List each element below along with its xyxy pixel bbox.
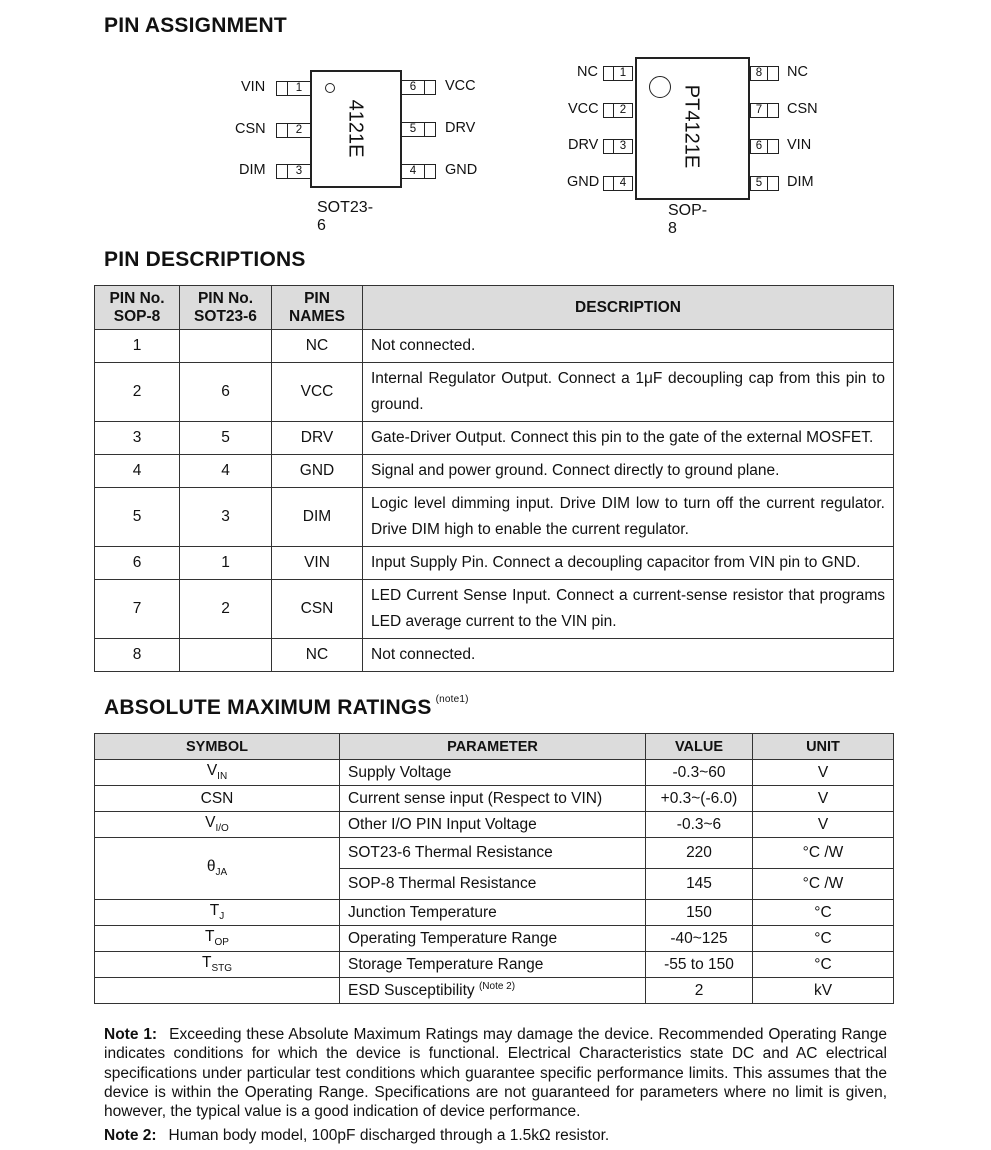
cell-description: Internal Regulator Output. Connect a 1μF decoupling cap from this pin to ground.	[363, 363, 894, 422]
sop-8-caption: SOP-8	[668, 202, 708, 237]
table-row	[95, 900, 894, 926]
pin-number: 2	[613, 103, 633, 118]
table-row	[95, 330, 894, 363]
cell-name: CSN	[272, 580, 363, 639]
table-header-row	[95, 734, 894, 760]
cell-unit: °C	[753, 952, 894, 978]
cell-symbol: $T_{STG}$	[95, 952, 340, 978]
col-header-sot: PIN No. SOT23-6	[180, 286, 272, 330]
col-header-unit: UNIT	[753, 734, 894, 760]
cell-symbol: $\theta_{JA}$	[95, 838, 340, 900]
cell-description: Not connected.	[363, 639, 894, 672]
cell-value: -0.3~6	[646, 812, 753, 838]
cell-parameter: Current sense input (Respect to VIN)	[340, 786, 646, 812]
pin-number: 8	[750, 66, 768, 81]
pin-label: DIM	[239, 162, 266, 178]
pin-label: GND	[567, 174, 600, 190]
cell-name: VCC	[272, 363, 363, 422]
table-row	[95, 455, 894, 488]
pin-number: 6	[401, 80, 425, 95]
cell-symbol: CSN	[95, 786, 340, 812]
col-header-name: PIN NAMES	[272, 286, 363, 330]
pin-label: VCC	[568, 101, 599, 117]
cell-value: 220	[646, 838, 753, 869]
cell-unit: °C /W	[753, 869, 894, 900]
table-row	[95, 812, 894, 838]
cell-parameter: SOP-8 Thermal Resistance	[340, 869, 646, 900]
note-1-label: Note 1:	[104, 1026, 158, 1043]
cell-description: Not connected.	[363, 330, 894, 363]
cell-unit: V	[753, 812, 894, 838]
pin-label: CSN	[787, 101, 818, 117]
cell-sop: 5	[95, 488, 180, 547]
pin-label: GND	[445, 162, 478, 178]
col-header-value: VALUE	[646, 734, 753, 760]
cell-symbol	[95, 978, 340, 1004]
cell-parameter: Operating Temperature Range	[340, 926, 646, 952]
cell-name: NC	[272, 330, 363, 363]
col-header-parameter: PARAMETER	[340, 734, 646, 760]
cell-name: GND	[272, 455, 363, 488]
cell-parameter: Junction Temperature	[340, 900, 646, 926]
table-row	[95, 838, 894, 869]
cell-unit: kV	[753, 978, 894, 1004]
cell-unit: °C	[753, 900, 894, 926]
note-ref: (Note 2)	[478, 980, 516, 992]
pin-label: VCC	[445, 78, 476, 94]
pin-number: 5	[750, 176, 768, 191]
pin-label: NC	[577, 64, 598, 80]
cell-sot: 2	[180, 580, 272, 639]
cell-name: VIN	[272, 547, 363, 580]
cell-description: Signal and power ground. Connect directly to ground plane.	[363, 455, 894, 488]
pin-number: 4	[401, 164, 425, 179]
cell-sot: 4	[180, 455, 272, 488]
cell-sop: 4	[95, 455, 180, 488]
pin-number: 5	[401, 122, 425, 137]
pin1-marker-icon	[325, 83, 335, 93]
table-row	[95, 422, 894, 455]
cell-sop: 2	[95, 363, 180, 422]
cell-unit: V	[753, 760, 894, 786]
pin-label: NC	[787, 64, 808, 80]
cell-sot	[180, 639, 272, 672]
note-2-label: Note 2:	[104, 1127, 157, 1144]
cell-parameter: Other I/O PIN Input Voltage	[340, 812, 646, 838]
table-row	[95, 547, 894, 580]
cell-sop: 1	[95, 330, 180, 363]
sot23-6-chip-label: 4121E	[344, 99, 367, 158]
cell-description: Input Supply Pin. Connect a decoupling capacitor from VIN pin to GND.	[363, 547, 894, 580]
cell-description: Gate-Driver Output. Connect this pin to the gate of the external MOSFET.	[363, 422, 894, 455]
col-header-description: DESCRIPTION	[363, 286, 894, 330]
cell-sop: 8	[95, 639, 180, 672]
absolute-maximum-ratings-heading: ABSOLUTE MAXIMUM RATINGS $^{(note1)}$	[104, 694, 469, 719]
cell-parameter: SOT23-6 Thermal Resistance	[340, 838, 646, 869]
table-row	[95, 786, 894, 812]
table-header-row	[95, 286, 894, 330]
table-row	[95, 926, 894, 952]
note-2	[104, 1126, 887, 1145]
cell-unit: V	[753, 786, 894, 812]
cell-value: -0.3~60	[646, 760, 753, 786]
cell-value: 150	[646, 900, 753, 926]
cell-sot: 3	[180, 488, 272, 547]
pin-descriptions-table	[94, 285, 894, 672]
col-header-symbol: SYMBOL	[95, 734, 340, 760]
note-2-text: Human body model, 100pF discharged through a 1.5kΩ resistor.	[168, 1127, 610, 1144]
table-row	[95, 488, 894, 547]
cell-sot: 5	[180, 422, 272, 455]
cell-sot	[180, 330, 272, 363]
cell-value: -40~125	[646, 926, 753, 952]
pin-label: VIN	[787, 137, 812, 153]
pin1-marker-icon	[649, 76, 671, 98]
cell-symbol: $V_{IN}$	[95, 760, 340, 786]
cell-value: +0.3~(-6.0)	[646, 786, 753, 812]
pin-number: 4	[613, 176, 633, 191]
cell-parameter: ESD Susceptibility $^{(Note 2)}$	[340, 978, 646, 1004]
table-row	[95, 760, 894, 786]
note-1	[104, 1025, 887, 1121]
sot23-6-caption: SOT23-6	[317, 199, 374, 234]
col-header-sop: PIN No. SOP-8	[95, 286, 180, 330]
table-row	[95, 639, 894, 672]
cell-sop: 7	[95, 580, 180, 639]
pin-assignment-heading: PIN ASSIGNMENT	[104, 14, 287, 37]
cell-value: 2	[646, 978, 753, 1004]
pin-descriptions-heading: PIN DESCRIPTIONS	[104, 248, 306, 271]
absolute-maximum-ratings-table	[94, 733, 894, 1004]
cell-symbol: $V_{I/O}$	[95, 812, 340, 838]
table-row	[95, 952, 894, 978]
cell-unit: °C /W	[753, 838, 894, 869]
cell-sot: 6	[180, 363, 272, 422]
table-row	[95, 978, 894, 1004]
pin-label: DRV	[568, 137, 599, 153]
cell-description: Logic level dimming input. Drive DIM low to turn off the current regulator. Drive DIM high to enable the current regulator.	[363, 488, 894, 547]
cell-sot: 1	[180, 547, 272, 580]
pin-number: 2	[287, 123, 311, 138]
pin-label: VIN	[241, 79, 266, 95]
table-row	[95, 580, 894, 639]
pin-label: CSN	[235, 121, 266, 137]
cell-parameter: Storage Temperature Range	[340, 952, 646, 978]
pin-number: 7	[750, 103, 768, 118]
cell-description: LED Current Sense Input. Connect a current-sense resistor that programs LED average current to the VIN pin.	[363, 580, 894, 639]
table-row	[95, 363, 894, 422]
note-1-text: Exceeding these Absolute Maximum Ratings may damage the device. Recommended Operating Range indicates conditions for which the device is functional. Electrical Characteristics state DC and AC electrical specifications under particular test conditions which guarantee specific performance limits. This assumes that the device is within the Operating Range. Specifications are not guaranteed for parameters where no limit is given, however, the typical value is a good indication of device performance.	[104, 1026, 887, 1121]
cell-symbol: $T_J$	[95, 900, 340, 926]
cell-value: 145	[646, 869, 753, 900]
pin-number: 1	[287, 81, 311, 96]
cell-symbol: $T_{OP}$	[95, 926, 340, 952]
pin-number: 6	[750, 139, 768, 154]
pin-label: DIM	[787, 174, 814, 190]
pin-number: 3	[613, 139, 633, 154]
cell-name: DIM	[272, 488, 363, 547]
sop-8-chip-label: PT4121E	[680, 84, 703, 169]
pin-number: 1	[613, 66, 633, 81]
cell-unit: °C	[753, 926, 894, 952]
cell-sop: 3	[95, 422, 180, 455]
cell-value: -55 to 150	[646, 952, 753, 978]
cell-name: DRV	[272, 422, 363, 455]
heading-note-ref: (note1)	[435, 694, 469, 705]
cell-parameter: Supply Voltage	[340, 760, 646, 786]
cell-sop: 6	[95, 547, 180, 580]
pin-number: 3	[287, 164, 311, 179]
pin-label: DRV	[445, 120, 476, 136]
cell-name: NC	[272, 639, 363, 672]
